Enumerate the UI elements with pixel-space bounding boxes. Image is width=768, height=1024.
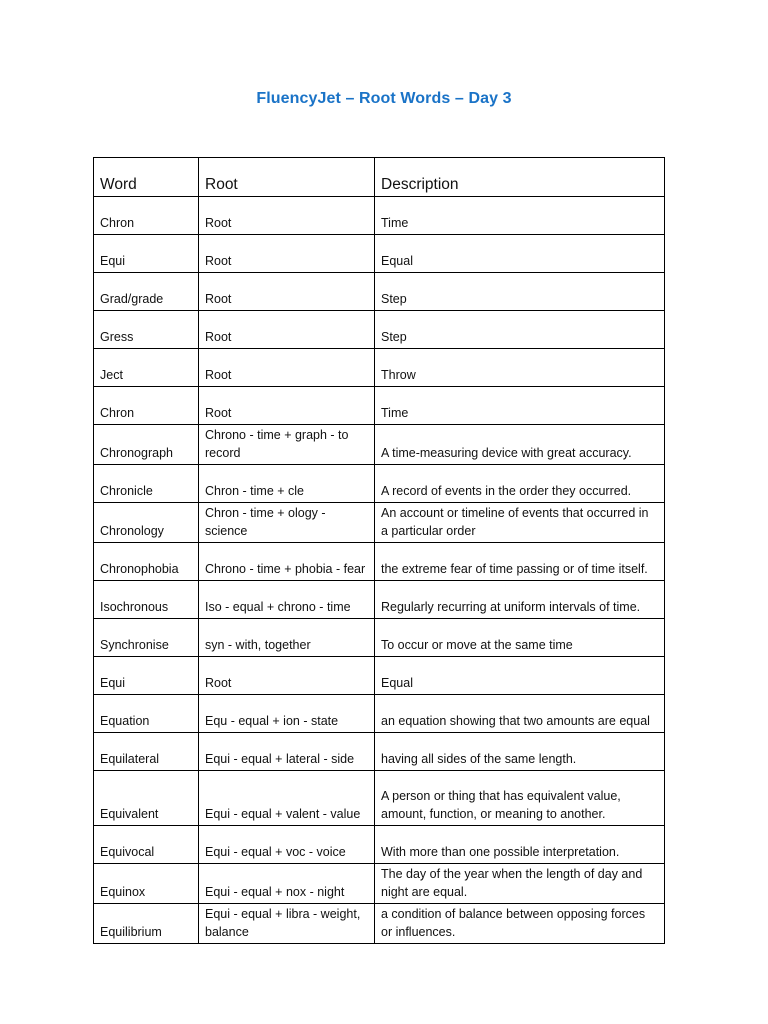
cell-word: Chronicle xyxy=(94,465,199,503)
cell-root: Chrono - time + graph - to record xyxy=(199,425,375,465)
root-words-table xyxy=(93,157,665,944)
cell-word: Ject xyxy=(94,349,199,387)
cell-word: Isochronous xyxy=(94,581,199,619)
cell-root: Root xyxy=(199,273,375,311)
cell-word: Equivalent xyxy=(94,771,199,826)
cell-root: syn - with, together xyxy=(199,619,375,657)
table-row xyxy=(94,657,665,695)
cell-word: Chronology xyxy=(94,503,199,543)
cell-description: the extreme fear of time passing or of time itself. xyxy=(375,543,665,581)
cell-word: Equivocal xyxy=(94,826,199,864)
table-row xyxy=(94,197,665,235)
cell-root: Root xyxy=(199,311,375,349)
cell-description: The day of the year when the length of day and night are equal. xyxy=(375,864,665,904)
cell-description: With more than one possible interpretation. xyxy=(375,826,665,864)
cell-description: an equation showing that two amounts are equal xyxy=(375,695,665,733)
table-row xyxy=(94,273,665,311)
table-row xyxy=(94,581,665,619)
cell-word: Chron xyxy=(94,387,199,425)
table-row xyxy=(94,235,665,273)
column-header-description: Description xyxy=(375,158,665,197)
cell-root: Root xyxy=(199,387,375,425)
cell-word: Gress xyxy=(94,311,199,349)
column-header-word: Word xyxy=(94,158,199,197)
cell-description: Time xyxy=(375,197,665,235)
table-row xyxy=(94,904,665,944)
cell-root: Chron - time + cle xyxy=(199,465,375,503)
table-row xyxy=(94,503,665,543)
cell-root: Equi - equal + voc - voice xyxy=(199,826,375,864)
table-row xyxy=(94,425,665,465)
cell-word: Equi xyxy=(94,657,199,695)
cell-description: A time-measuring device with great accuracy. xyxy=(375,425,665,465)
cell-root: Root xyxy=(199,657,375,695)
cell-root: Equi - equal + valent - value xyxy=(199,771,375,826)
table-row xyxy=(94,864,665,904)
table-row xyxy=(94,465,665,503)
cell-word: Chron xyxy=(94,197,199,235)
table-row xyxy=(94,619,665,657)
cell-word: Equilibrium xyxy=(94,904,199,944)
cell-root: Equi - equal + nox - night xyxy=(199,864,375,904)
cell-description: A record of events in the order they occurred. xyxy=(375,465,665,503)
table-row xyxy=(94,387,665,425)
cell-root: Equi - equal + lateral - side xyxy=(199,733,375,771)
table-row xyxy=(94,826,665,864)
table-row xyxy=(94,695,665,733)
table-row xyxy=(94,771,665,826)
cell-description: Equal xyxy=(375,657,665,695)
cell-root: Iso - equal + chrono - time xyxy=(199,581,375,619)
page-title: FluencyJet – Root Words – Day 3 xyxy=(256,90,512,107)
cell-word: Synchronise xyxy=(94,619,199,657)
cell-word: Equi xyxy=(94,235,199,273)
cell-word: Equation xyxy=(94,695,199,733)
cell-root: Root xyxy=(199,349,375,387)
cell-description: having all sides of the same length. xyxy=(375,733,665,771)
table-row xyxy=(94,349,665,387)
cell-description: Step xyxy=(375,311,665,349)
cell-word: Grad/grade xyxy=(94,273,199,311)
cell-root: Chron - time + ology - science xyxy=(199,503,375,543)
cell-word: Equilateral xyxy=(94,733,199,771)
cell-description: a condition of balance between opposing forces or influences. xyxy=(375,904,665,944)
cell-root: Root xyxy=(199,235,375,273)
cell-description: Equal xyxy=(375,235,665,273)
cell-description: Throw xyxy=(375,349,665,387)
cell-description: To occur or move at the same time xyxy=(375,619,665,657)
cell-description: Regularly recurring at uniform intervals of time. xyxy=(375,581,665,619)
cell-word: Equinox xyxy=(94,864,199,904)
table-header-row xyxy=(94,158,665,197)
table-row xyxy=(94,543,665,581)
table-row xyxy=(94,311,665,349)
cell-description: Time xyxy=(375,387,665,425)
table-row xyxy=(94,733,665,771)
column-header-root: Root xyxy=(199,158,375,197)
cell-description: Step xyxy=(375,273,665,311)
cell-root: Root xyxy=(199,197,375,235)
cell-root: Equi - equal + libra - weight, balance xyxy=(199,904,375,944)
cell-root: Equ - equal + ion - state xyxy=(199,695,375,733)
cell-word: Chronograph xyxy=(94,425,199,465)
cell-root: Chrono - time + phobia - fear xyxy=(199,543,375,581)
cell-description: An account or timeline of events that occurred in a particular order xyxy=(375,503,665,543)
cell-word: Chronophobia xyxy=(94,543,199,581)
cell-description: A person or thing that has equivalent value, amount, function, or meaning to another. xyxy=(375,771,665,826)
